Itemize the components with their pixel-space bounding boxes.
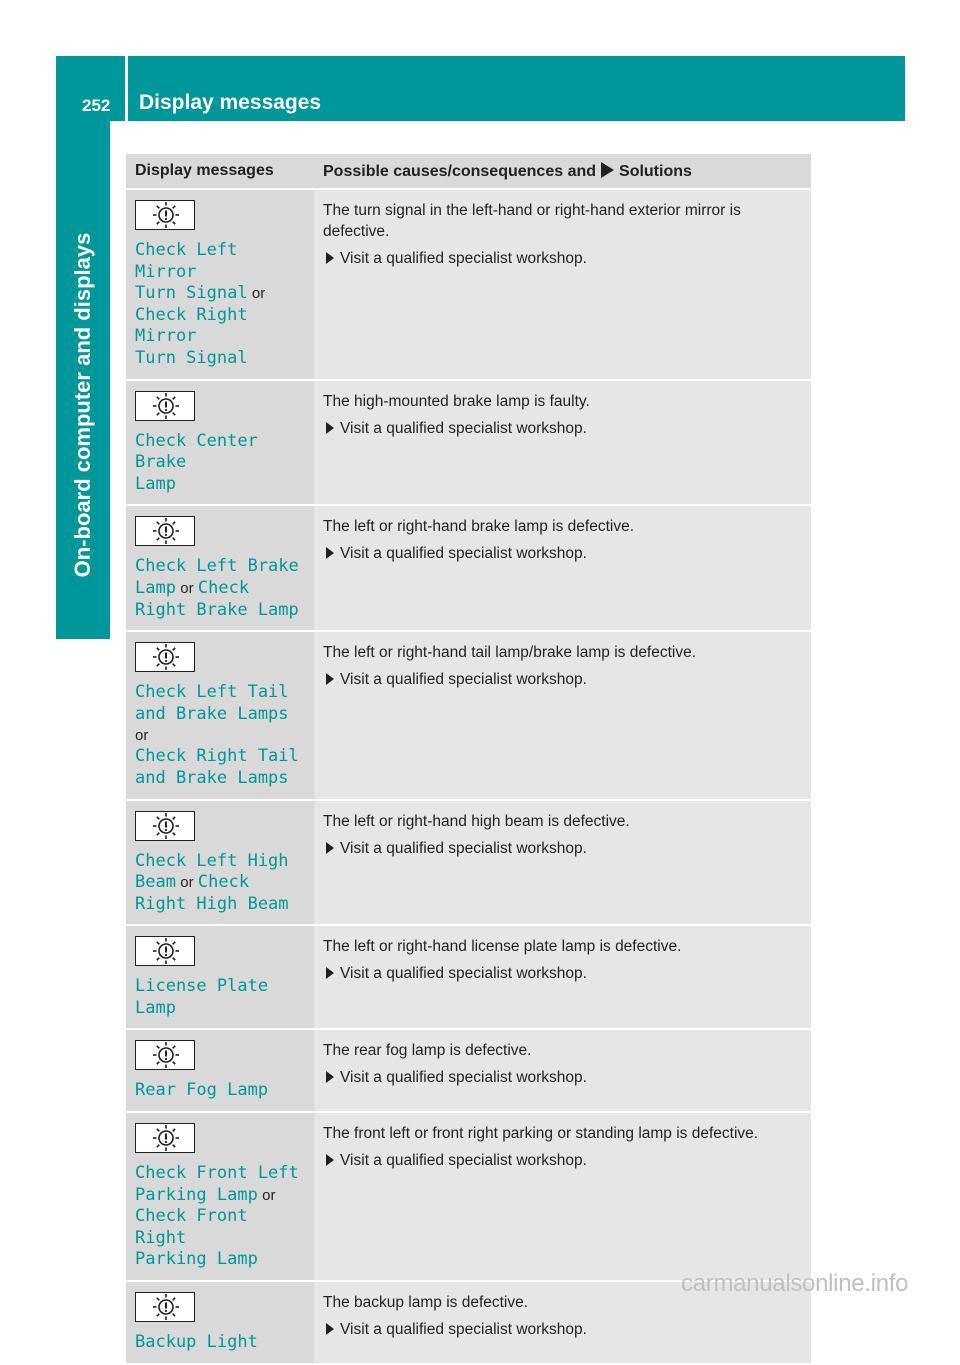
table-row xyxy=(126,1112,811,1281)
message-line xyxy=(135,872,306,894)
display-message-text: Parking Lamp xyxy=(135,1184,258,1205)
action-step xyxy=(326,838,803,859)
page-number: 252 xyxy=(82,96,111,115)
lamp-fault-icon xyxy=(135,936,195,966)
solution-cell xyxy=(314,631,811,799)
display-message-cell xyxy=(126,1281,314,1364)
arrow-right-icon xyxy=(326,252,334,264)
cause-text: The front left or front right parking or standing lamp is defective. xyxy=(323,1125,759,1143)
lamp-fault-icon xyxy=(135,1040,195,1070)
display-message-text: Check Center Brake xyxy=(135,430,258,473)
action-text: Visit a qualified specialist workshop. xyxy=(340,671,587,689)
message-line xyxy=(135,283,306,305)
message-line xyxy=(135,1080,306,1102)
solution-cell xyxy=(314,505,811,631)
message-line xyxy=(135,851,306,873)
action-step xyxy=(326,248,803,269)
lamp-fault-icon xyxy=(135,391,195,421)
message-line xyxy=(135,305,306,348)
table-body xyxy=(126,189,811,1364)
display-message-text: Check Left Brake xyxy=(135,556,299,577)
watermark: carmanualsonline.info xyxy=(681,1270,909,1297)
cause-text: The left or right-hand high beam is defective. xyxy=(323,812,630,830)
table-header-row xyxy=(126,154,811,189)
action-text: Visit a qualified specialist workshop. xyxy=(340,839,587,857)
display-message-text: Check xyxy=(197,577,250,598)
display-message-text: Check Front Right xyxy=(135,1206,248,1248)
action-step xyxy=(326,963,803,984)
solution-cell xyxy=(314,1112,811,1281)
message-line xyxy=(135,1163,306,1185)
table-row xyxy=(126,505,811,631)
message-line xyxy=(135,1249,306,1271)
display-message-text: Right High Beam xyxy=(135,893,289,914)
display-message-text: Lamp xyxy=(135,473,176,494)
message-line xyxy=(135,746,306,768)
arrow-right-icon xyxy=(326,967,334,979)
message-line xyxy=(135,474,306,496)
cause-text: The left or right-hand license plate lamp is defective. xyxy=(323,938,682,956)
arrow-right-icon xyxy=(326,673,334,685)
message-line xyxy=(135,682,306,704)
action-text: Visit a qualified specialist workshop. xyxy=(340,545,587,563)
solution-cell xyxy=(314,189,811,380)
message-line xyxy=(135,1332,306,1354)
arrow-right-icon xyxy=(326,842,334,854)
lamp-fault-icon xyxy=(135,811,195,841)
cause-text: The left or right-hand tail lamp/brake lamp is defective. xyxy=(323,644,697,662)
action-text: Visit a qualified specialist workshop. xyxy=(340,1069,587,1087)
solution-cell xyxy=(314,925,811,1029)
action-step xyxy=(326,1067,803,1088)
solution-cell xyxy=(314,800,811,926)
display-message-text: Rear Fog Lamp xyxy=(135,1080,269,1101)
display-message-text: Check Right Mirror xyxy=(135,304,248,347)
display-message-text: Turn Signal xyxy=(135,347,248,368)
lamp-fault-icon xyxy=(135,516,195,546)
table-row xyxy=(126,1029,811,1112)
message-line xyxy=(135,1206,306,1249)
arrow-right-icon xyxy=(326,1071,334,1083)
message-line xyxy=(135,240,306,283)
action-step xyxy=(326,418,803,439)
action-step xyxy=(326,543,803,564)
connector-or: or xyxy=(262,1186,276,1204)
solution-cell xyxy=(314,380,811,506)
table-row xyxy=(126,925,811,1029)
message-line xyxy=(135,578,306,600)
display-messages-table xyxy=(126,154,811,1365)
display-message-text: Check Right Tail xyxy=(135,746,299,767)
connector-or: or xyxy=(135,727,149,745)
display-message-cell xyxy=(126,631,314,799)
connector-or: or xyxy=(251,285,266,303)
display-message-cell xyxy=(126,1112,314,1281)
message-line xyxy=(135,556,306,578)
display-message-text: Turn Signal xyxy=(135,283,248,304)
action-text: Visit a qualified specialist workshop. xyxy=(340,1321,587,1339)
message-line xyxy=(135,431,306,474)
action-text: Visit a qualified specialist workshop. xyxy=(340,250,587,267)
message-line xyxy=(135,1185,306,1207)
column-header-solutions xyxy=(314,154,811,189)
table-row xyxy=(126,800,811,926)
display-message-text: Beam xyxy=(135,872,176,893)
display-message-text: Check xyxy=(197,872,250,893)
lamp-fault-icon xyxy=(135,1292,195,1322)
message-line xyxy=(135,348,306,370)
action-text: Visit a qualified specialist workshop. xyxy=(340,1152,587,1170)
section-label: On-board computer and displays xyxy=(70,232,95,578)
cause-text: The left or right-hand brake lamp is defective. xyxy=(323,518,635,536)
message-line xyxy=(135,704,306,747)
display-message-text: Check Left High xyxy=(135,850,289,871)
lamp-fault-icon xyxy=(135,200,195,230)
lamp-fault-icon xyxy=(135,1123,195,1153)
action-step xyxy=(326,669,803,690)
table-row xyxy=(126,189,811,380)
connector-or: or xyxy=(180,874,194,892)
display-message-cell xyxy=(126,1029,314,1112)
display-message-cell xyxy=(126,800,314,926)
header-causes-label: Possible causes/consequences and xyxy=(323,162,597,180)
display-message-text: License Plate Lamp xyxy=(135,976,269,1018)
display-message-text: Check Front Left xyxy=(135,1163,299,1184)
display-message-text: Check Left Mirror xyxy=(135,240,238,282)
message-line xyxy=(135,976,306,1019)
message-line xyxy=(135,768,306,790)
display-message-text: and Brake Lamps xyxy=(135,767,289,788)
display-message-text: and Brake Lamps xyxy=(135,703,289,724)
display-message-text: Right Brake Lamp xyxy=(135,599,299,620)
arrow-right-icon xyxy=(326,422,334,434)
display-message-cell xyxy=(126,380,314,506)
cause-text: The turn signal in the left-hand or right-hand exterior mirror is defective. xyxy=(323,202,741,240)
connector-or: or xyxy=(180,579,194,597)
solution-cell xyxy=(314,1029,811,1112)
page-title: Display messages xyxy=(139,91,322,114)
display-message-cell xyxy=(126,925,314,1029)
action-text: Visit a qualified specialist workshop. xyxy=(340,965,587,983)
arrow-right-icon xyxy=(326,1154,334,1166)
action-step xyxy=(326,1150,803,1171)
arrow-right-icon xyxy=(326,547,334,559)
lamp-fault-icon xyxy=(135,642,195,672)
display-message-text: Parking Lamp xyxy=(135,1249,258,1270)
action-text: Visit a qualified specialist workshop. xyxy=(340,419,587,437)
display-message-text: Lamp xyxy=(135,577,176,598)
column-header-display-messages: Display messages xyxy=(126,154,314,189)
cause-text: The rear fog lamp is defective. xyxy=(323,1042,532,1060)
message-line xyxy=(135,600,306,622)
arrow-right-icon xyxy=(326,1323,334,1335)
header-solutions-label: Solutions xyxy=(619,162,692,180)
cause-text: The high-mounted brake lamp is faulty. xyxy=(323,392,590,410)
display-message-text: Backup Light xyxy=(135,1332,258,1353)
display-message-cell xyxy=(126,505,314,631)
cause-text: The backup lamp is defective. xyxy=(323,1294,529,1312)
header-divider xyxy=(125,56,128,121)
message-line xyxy=(135,894,306,916)
action-step xyxy=(326,1319,803,1340)
table-row xyxy=(126,631,811,799)
display-message-text: Check Left Tail xyxy=(135,682,289,703)
table-row xyxy=(126,380,811,506)
display-message-cell xyxy=(126,189,314,380)
arrow-right-icon xyxy=(601,162,614,178)
